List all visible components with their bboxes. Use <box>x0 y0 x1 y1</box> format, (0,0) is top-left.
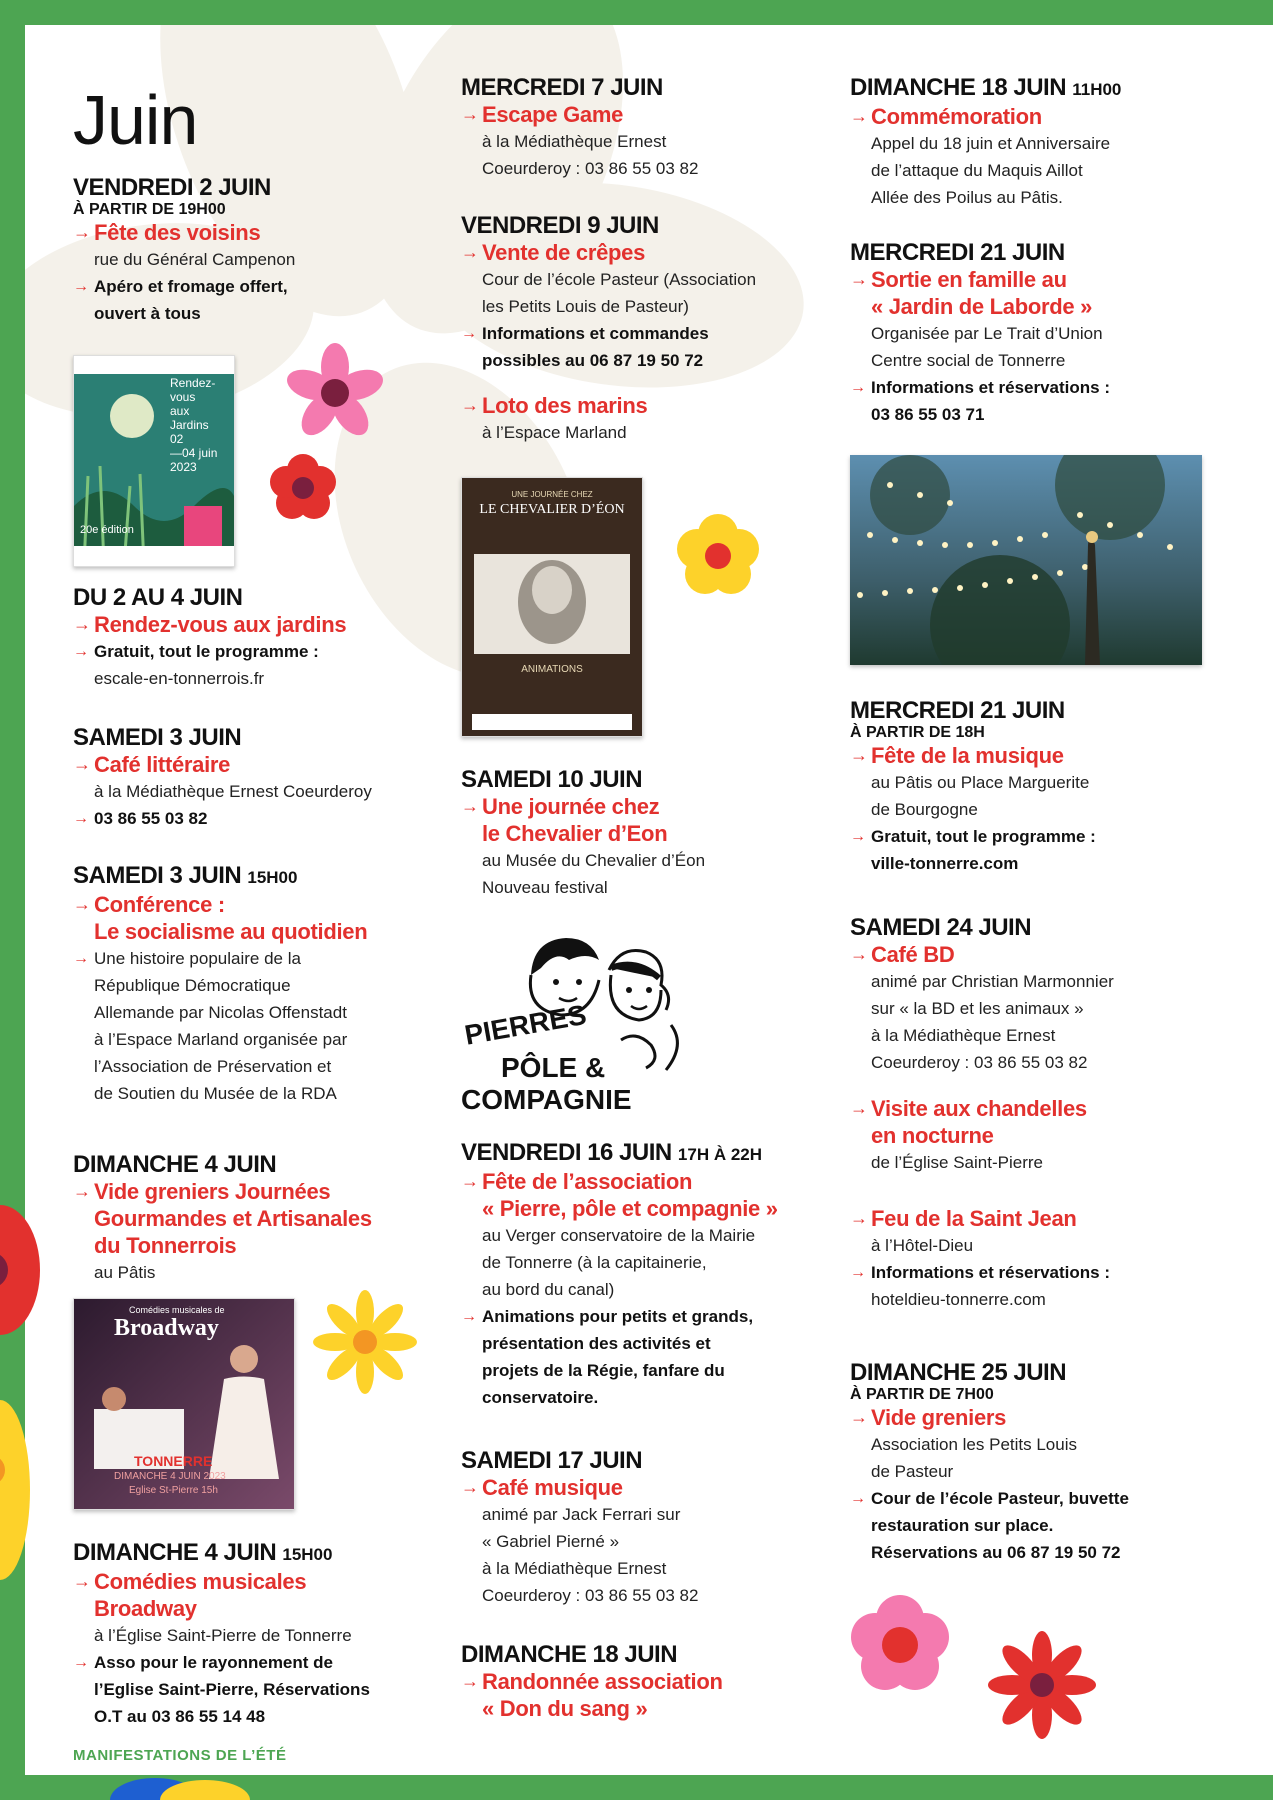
arrow-icon: → <box>850 106 868 126</box>
event-location: à l’Espace Marland <box>482 423 627 442</box>
event-description: → Une histoire populaire de la République Démocratique Allemande par Nicolas Offenstadt à l’Espace Marland organisée par l’Association de Préservation et de Soutien du Musée de la RDA <box>73 945 433 1107</box>
event-title: → Café musique <box>461 1475 623 1500</box>
poster-rendez-vous-aux-jardins <box>73 355 235 567</box>
event-info: → Informations et réservations : 03 86 55 03 71 <box>850 374 1230 428</box>
arrow-icon: → <box>73 1654 89 1671</box>
event-location: à l’Église Saint-Pierre de Tonnerre <box>94 1626 352 1645</box>
event-location: Cour de l’école Pasteur (Association les Petits Louis de Pasteur) <box>482 270 757 316</box>
pink-flower-icon <box>845 1590 955 1700</box>
arrow-icon: → <box>850 828 866 845</box>
arrow-icon: → <box>850 269 868 289</box>
arrow-icon: → <box>461 1477 479 1497</box>
event-date: DIMANCHE 18 JUIN 11H00 <box>850 74 1122 101</box>
event-title: → Une journée chez le Chevalier d’Eon <box>461 794 668 846</box>
event-info: → Animations pour petits et grands, présentation des activités et projets de la Régie, fanfare du conservatoire. <box>461 1303 841 1411</box>
event-title: → Sortie en famille au « Jardin de Laborde » <box>850 267 1093 319</box>
event-info: → Informations et commandes possibles au 06 87 19 50 72 <box>461 320 821 374</box>
event-date: DU 2 AU 4 JUIN <box>73 584 243 611</box>
arrow-icon: → <box>461 395 479 415</box>
event-title: → Vide greniers <box>850 1405 1007 1430</box>
red-flower-icon <box>0 1200 50 1340</box>
arrow-icon: → <box>850 1407 868 1427</box>
arrow-icon: → <box>461 796 479 816</box>
event-date: VENDREDI 9 JUIN <box>461 212 659 239</box>
event-samedi-24-juin <box>850 915 1230 1076</box>
arrow-icon: → <box>73 222 91 242</box>
logo-text: PIERRES PÔLE & COMPAGNIE <box>461 998 632 1115</box>
page <box>25 25 1273 1775</box>
event-date: DIMANCHE 18 JUIN <box>461 1641 678 1668</box>
arrow-icon: → <box>73 894 91 914</box>
event-title: → Randonnée association « Don du sang » <box>461 1669 723 1721</box>
event-date: SAMEDI 24 JUIN <box>850 914 1032 941</box>
event-date: DIMANCHE 25 JUIN <box>850 1359 1067 1386</box>
red-flower-icon <box>987 1630 1097 1740</box>
event-mercredi-21-juin-sortie <box>850 240 1230 428</box>
event-title: → Café littéraire <box>73 752 231 777</box>
arrow-icon: → <box>461 1671 479 1691</box>
event-samedi-17-juin <box>461 1448 821 1609</box>
poster-chevalier-d-eon <box>461 477 643 737</box>
event-website: hoteldieu-tonnerre.com <box>871 1290 1046 1309</box>
event-location: de l’Église Saint-Pierre <box>871 1153 1043 1172</box>
event-title: → Fête de l’association « Pierre, pôle et compagnie » <box>461 1169 778 1221</box>
event-vendredi-16-juin <box>461 1140 841 1411</box>
photo-illustration <box>850 455 1202 665</box>
event-date: SAMEDI 10 JUIN <box>461 766 643 793</box>
yellow-flower-icon <box>0 1390 40 1590</box>
yellow-blue-flower-icon <box>110 1770 260 1800</box>
page-title: Juin <box>73 81 198 159</box>
event-vendredi-2-juin <box>73 175 413 327</box>
event-title: → Escape Game <box>461 102 624 127</box>
event-title: → Vente de crêpes <box>461 240 646 265</box>
event-loto-des-marins <box>461 392 821 446</box>
event-time: À PARTIR DE 7H00 <box>850 1386 994 1403</box>
event-title: → Commémoration <box>850 104 1042 129</box>
event-time: À PARTIR DE 18H <box>850 724 985 741</box>
event-samedi-10-juin <box>461 767 821 901</box>
event-samedi-3-juin-conference <box>73 863 433 1107</box>
event-feu-de-la-saint-jean <box>850 1205 1230 1313</box>
event-title: → Fête de la musique <box>850 743 1064 768</box>
arrow-icon: → <box>73 614 91 634</box>
arrow-icon: → <box>850 1098 868 1118</box>
event-time: À PARTIR DE 19H00 <box>73 201 226 218</box>
arrow-icon: → <box>850 1490 866 1507</box>
event-date: SAMEDI 3 JUIN 15H00 <box>73 862 298 889</box>
arrow-icon: → <box>850 379 866 396</box>
poster-band: ANIMATIONS <box>521 664 583 675</box>
event-date: DIMANCHE 4 JUIN 15H00 <box>73 1539 333 1566</box>
event-dimanche-18-juin-randonnee <box>461 1642 821 1722</box>
event-title: → Vide greniers Journées Gourmandes et Artisanales du Tonnerrois <box>73 1179 372 1258</box>
event-mercredi-7-juin <box>461 75 821 182</box>
poster-broadway <box>73 1298 295 1510</box>
arrow-icon: → <box>73 1571 91 1591</box>
event-location: à l’Hôtel-Dieu <box>871 1236 974 1255</box>
arrow-icon: → <box>73 643 89 660</box>
event-time: 15H00 <box>282 1545 333 1564</box>
arrow-icon: → <box>850 745 868 765</box>
event-title: → Loto des marins <box>461 393 648 418</box>
event-info: → Cour de l’école Pasteur, buvette restauration sur place. Réservations au 06 87 19 50 72 <box>850 1485 1230 1566</box>
poster-date: DIMANCHE 4 JUIN 2023 <box>114 1471 226 1482</box>
event-time: 11H00 <box>1072 80 1122 99</box>
poster-top-text: Comédies musicales de <box>129 1305 225 1315</box>
event-location: rue du Général Campenon <box>94 250 296 269</box>
event-description: Appel du 18 juin et Anniversaire de l’attaque du Maquis Aillot Allée des Poilus au Pâtis. <box>871 134 1111 207</box>
red-flower-icon <box>265 450 341 526</box>
arrow-icon: → <box>461 1308 477 1325</box>
event-date: DIMANCHE 4 JUIN <box>73 1151 277 1178</box>
event-date: VENDREDI 16 JUIN 17H À 22H <box>461 1139 763 1166</box>
event-title: → Rendez-vous aux jardins <box>73 612 347 637</box>
yellow-flower-icon <box>670 508 766 604</box>
photo-string-lights <box>850 455 1202 665</box>
arrow-icon: → <box>73 754 91 774</box>
event-location: au Pâtis ou Place Marguerite de Bourgogne <box>871 773 1090 819</box>
event-date: MERCREDI 21 JUIN <box>850 697 1065 724</box>
arrow-icon: → <box>850 1264 866 1281</box>
event-date: VENDREDI 2 JUIN <box>73 174 271 201</box>
poster-city: TONNERRE <box>134 1453 213 1469</box>
event-info: → Informations et réservations : <box>850 1259 1230 1286</box>
event-description: Organisée par Le Trait d’Union Centre social de Tonnerre <box>871 324 1103 370</box>
poster-title: Broadway <box>114 1315 219 1341</box>
arrow-icon: → <box>461 1171 479 1191</box>
arrow-icon: → <box>73 810 89 827</box>
footer-label: MANIFESTATIONS DE L’ÉTÉ <box>73 1747 287 1764</box>
event-du-2-au-4-juin <box>73 585 413 692</box>
event-time: 15H00 <box>247 868 298 887</box>
event-title: → Feu de la Saint Jean <box>850 1206 1077 1231</box>
poster-text: Rendez- vous aux Jardins 02 —04 juin 2023 <box>170 376 218 474</box>
arrow-icon: → <box>461 242 479 262</box>
event-location: au Pâtis <box>94 1263 156 1282</box>
event-date: SAMEDI 17 JUIN <box>461 1447 643 1474</box>
event-location: à la Médiathèque Ernest Coeurderoy <box>94 782 372 801</box>
event-vendredi-9-juin <box>461 213 821 374</box>
event-website: escale-en-tonnerrois.fr <box>94 669 265 688</box>
event-location: au Musée du Chevalier d’Éon Nouveau festival <box>482 851 706 897</box>
event-dimanche-4-juin-broadway <box>73 1540 433 1730</box>
pink-flower-icon <box>280 343 390 443</box>
arrow-icon: → <box>461 325 477 342</box>
event-description: animé par Christian Marmonnier sur « la BD et les animaux » à la Médiathèque Ernest Coeurderoy : 03 86 55 03 82 <box>871 972 1114 1072</box>
event-info: → Gratuit, tout le programme : <box>73 638 413 665</box>
event-date: MERCREDI 7 JUIN <box>461 74 663 101</box>
event-title: → Café BD <box>850 942 955 967</box>
event-title: → Comédies musicales Broadway <box>73 1569 307 1621</box>
event-title: → Visite aux chandelles en nocturne <box>850 1096 1087 1148</box>
event-location: à la Médiathèque Ernest Coeurderoy : 03 86 55 03 82 <box>482 132 699 178</box>
event-samedi-3-juin <box>73 725 433 832</box>
event-title: → Conférence : Le socialisme au quotidien <box>73 892 368 944</box>
event-info: → Apéro et fromage offert, ouvert à tous <box>73 273 413 327</box>
event-mercredi-21-juin-musique <box>850 698 1230 877</box>
arrow-icon: → <box>73 278 89 295</box>
event-date: MERCREDI 21 JUIN <box>850 239 1065 266</box>
event-info: → 03 86 55 03 82 <box>73 805 433 832</box>
event-info: → Asso pour le rayonnement de l’Eglise Saint-Pierre, Réservations O.T au 03 86 55 14 48 <box>73 1649 433 1730</box>
poster-title: LE CHEVALIER D’ÉON <box>479 502 625 517</box>
poster-edition: 20e édition <box>80 524 134 536</box>
event-dimanche-4-juin <box>73 1152 433 1286</box>
poster-top-text: UNE JOURNÉE CHEZ <box>511 490 593 499</box>
event-title: → Fête des voisins <box>73 220 261 245</box>
event-location: au Verger conservatoire de la Mairie de Tonnerre (à la capitainerie, au bord du canal) <box>482 1226 756 1299</box>
arrow-icon: → <box>73 1181 91 1201</box>
event-visite-aux-chandelles <box>850 1095 1230 1176</box>
yellow-flower-icon <box>310 1287 420 1397</box>
logo-pierres-pole-compagnie <box>461 920 721 1120</box>
event-description: animé par Jack Ferrari sur « Gabriel Pierné » à la Médiathèque Ernest Coeurderoy : 03 86 55 03 82 <box>482 1505 699 1605</box>
event-date: SAMEDI 3 JUIN <box>73 724 242 751</box>
arrow-icon: → <box>850 1208 868 1228</box>
event-dimanche-18-juin <box>850 75 1230 211</box>
event-description: Association les Petits Louis de Pasteur <box>871 1435 1077 1481</box>
arrow-icon: → <box>461 104 479 124</box>
arrow-icon: → <box>850 944 868 964</box>
event-info: → Gratuit, tout le programme : ville-tonnerre.com <box>850 823 1230 877</box>
event-time: 17H À 22H <box>677 1145 763 1164</box>
poster-place: Eglise St-Pierre 15h <box>129 1485 218 1496</box>
event-dimanche-25-juin <box>850 1360 1230 1566</box>
arrow-icon: → <box>73 950 89 967</box>
